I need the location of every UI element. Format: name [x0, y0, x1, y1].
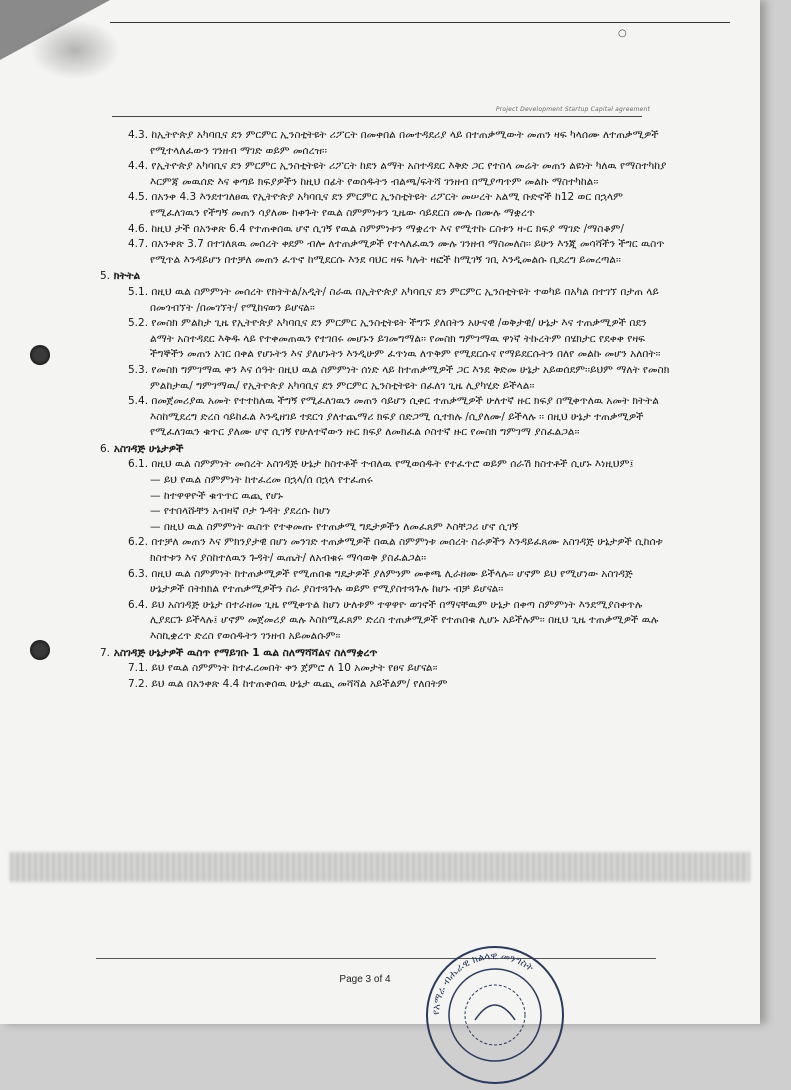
clause [100, 190, 670, 221]
clause-text: የመስክ ግምገማዉ ቀን እና ሰዓት በዚህ ዉል ስምምነት ሰነድ ላይ ከተጠቃሚዎች ጋር እንደ ቅድመ ሁኔታ አይወሰደም፡፡ይህም ማለት የመስክ ምልከታዉ/ ግምገማዉ/ የኢትዮጵያ አካባቢና ደን ምርምር ኢንስቲትዩት በፈለገ ጊዜ ሊያካሂድ ይችላል፡፡ [150, 363, 670, 392]
scan-blur-band [10, 852, 750, 882]
bullet-item [100, 473, 670, 489]
clause-text: በተቻለ መጠን እና ምክንያታዊ በሆነ መንገድ ተጠቃሚዎች በዉል ስምምነቱ መሰረት ስራዎችን እንዳይፈጸሙ አስገዳጅ ሁኔታዎች ሲከሰቱ ክስተቱን እና ያስከተለዉን ጉዳት/ ዉጤት/ ለአብቁሩ ማሳወቅ ያስፈልጋል፡፡ [150, 536, 663, 565]
clause-text: ይህ ዉል በአንቀጽ 4.4 ከተጠቀሰዉ ሁኔታ ዉጪ መሻሻል አይችልም/ የለበትም [151, 677, 448, 690]
clause [100, 159, 670, 190]
bullet-item [100, 520, 670, 536]
hole-mark-icon: ○ [618, 28, 627, 39]
top-rule [110, 22, 730, 23]
clause [100, 677, 670, 693]
clause-number: 4.3. [128, 129, 149, 141]
clause-number: 7.1. [128, 662, 149, 675]
clause-text: አስገዳጅ ሁኔታዎች [113, 442, 184, 455]
clause-number: — [150, 520, 161, 533]
clause-number: — [150, 505, 161, 518]
clause [100, 222, 670, 238]
official-seal-stamp [420, 940, 570, 1090]
clause-text: ከኢትዮጵያ አካባቢና ደን ምርምር ኢንስቲትዩት ሪፖርት በመቀበል በመተዳደሪያ ላይ በተጠቃሚውት መጠን ዛፍ ካላሰሙ ለተጠቃሚዎች የሚተላለፈውን ገንዘብ ማገድ ወይም መሰረዝ፡፡ [150, 129, 659, 157]
clause-text: ይህ አስገዳጅ ሁኔታ በተራዘመ ጊዜ የሚቀጥል ከሆነ ሁለቱም ተዋዋዮ ወገኖች በማናቸዉም ሁኔታ በቀጣ ስምምነት እንደሚያስቀጥሉ ሊያደርጉ ይችላሉ፤ ሆኖም መጀመሪያ ዉሉ እስከሚፈጸም ድረስ ተጠቃሚዎች የተጠበቁ ሊሆኑ አይችሉም፡፡ በዚህ ጊዜ ተጠቃሚዎች ዉሉ እስኪቋረጥ ድረስ የወሰዱትን ገንዘብ አይመልሱም፡፡ [150, 598, 659, 642]
clause [100, 535, 670, 566]
page-number: Page 3 of 4 [339, 974, 391, 985]
section-heading [100, 442, 670, 458]
running-head: Project Development Startup Capital agreement [495, 106, 650, 113]
clause-number: 7. [100, 646, 111, 659]
clause [100, 457, 670, 473]
section-heading [100, 646, 670, 662]
clause-number: 4.4. [128, 160, 149, 173]
clause-text: ክትትል [113, 270, 141, 283]
clause-number: 6.1. [128, 458, 149, 471]
clause-number: 6.3. [128, 567, 149, 580]
clause-text: ይህ የዉል ስምምነት ከተፈረመበት ቀን ጀምሮ ለ 10 አመታት የፀና ይሆናል፡፡ [151, 662, 438, 675]
clause-text: ከዚህ ታች በአንቀጽ 6.4 የተጠቀሰዉ ሆኖ ሲገኝ የዉል ስምምነቱን ማቋረጥ እና የሚተኩ ርስቱን ዛ-ር ክፍያ ማገድ /ማስቆም/ [151, 222, 624, 235]
header-rule [112, 116, 642, 117]
clause-number: — [150, 474, 161, 487]
clause [100, 285, 670, 316]
clause [100, 567, 670, 598]
clause-text: ይህ የዉል ስምምነት ከተፈረመ በኋላ/ሰ በኋላ የተፈጠሩ [163, 474, 373, 487]
clause-text: የመስክ ምልከታ ጊዜ የኢትዮጵያ አካባቢና ደን ምርምር ኢንስቲትዩት ችግኙ ያለበትን አሁናዊ /ወቅታዊ/ ሁኔታ እና ተጠቃሚዎች በደን ልማት አስተዳደር እቅዱ ላይ የተቀመጠዉን የተገበሩ መሆኑን ይገመግማል፡፡ የመስክ ግምገማዉ ዋነኛ ትኩረትም በሄክታር የደቀቀ የዛፍ ችግኞችን መጠን አገር በቀል የሆኑትን እና ያለሆኑትን እንዲሁም ፈጥነዉ ለጥቅም የሚደርሱና የማይደርሱትን በለየ መልኩ መሆን አለበት፡፡ [150, 317, 661, 361]
clause-text: የኢትዮጵያ አካባቢና ደን ምርምር ኢንስቲትዩት ሪፖርት ከደን ልማት አስተዳደር እቅድ ጋር የተስላ መሬት መጠን ልዩነት ካለዉ የማስተካከያ እርምጃ መዉሰድ እና ቀጣይ ክፍያዎችን ከዚህ በፊት የወሰዱትን ብልጫ/ፍትሻ ገንዘብ በሚያጣጥም መልኩ ማስተካከል፡፡ [150, 160, 667, 188]
clause-text: የተበላሹቸን አብዛኛ ቦታ ጉዳት ያደረሱ ከሆነ [163, 505, 331, 518]
section-heading [100, 269, 670, 285]
clause-number: 5.1. [128, 285, 149, 298]
clause [100, 598, 670, 645]
clause-number: 7.2. [128, 677, 149, 690]
clause-number: 5.3. [128, 363, 149, 376]
clause-number: 6. [100, 442, 111, 455]
clause-text: በአንቀ 4.3 እንደተገለፀዉ የኢትዮጵያ አካባቢና ደን ምርምር ኢንስቲትዩት ሪፖርት መሠረት አልሚ ቡድኖች ከ12 ወር በኋላም የሚፈለገዉን የችግኝ መጠን ሳያለሙ ከቀጉት የዉል ስምምነቱን ጊዜው ሳይደርስ ሙሉ በሙሉ ማቋረጥ [150, 191, 623, 219]
clause-number: 4.6. [128, 222, 149, 235]
clause-number: 6.4. [128, 598, 149, 611]
svg-text:የአማራ ብሔራዊ ክልላዊ መንግስት [431, 951, 535, 1015]
clause [100, 237, 670, 268]
clause-text: በዚህ ዉል ስምምነት ከተጠቃሚዎች የሚጠበቁ ግዴታዎች ያለምንም መቀጫ ሊራዘሙ ይችላሉ፡፡ ሆኖም ይህ የሚሆነው አስገዳጅ ሁኔታዎች በትክክል የተጠቃሚዎችን ስራ ያስተጓጉሉ ወይም የሚያስተጓጉሉ ከሆኑ ብቻ ይሆናል፡፡ [150, 567, 633, 596]
bullet-item [100, 504, 670, 520]
clause-text: ከተዋዋዮች ቁጥጥር ዉጪ የሆኑ [163, 489, 283, 502]
clause-number: 5. [100, 270, 111, 283]
scan-smudge [30, 20, 120, 80]
clause-text: በዚህ ዉል ስምምነት መሰረት አስገዳጅ ሁኔታ ከስተቶች ተብለዉ የሚወሰዱት የተፈጥሮ ወይም ሰራሽ ክስተቶች ሲሆኑ እነዚህም፤ [151, 458, 634, 471]
clause-text: በዚህ ዉል ስምምነት መሰረት የክትትል/አዲት/ ስራዉ በኢትዮጵያ አካባቢና ደን ምርምር ኢንስቲትዩት ተወካይ በአካል በተገኘ በታጠ ላይ በመጎብኘት /በመገኘት/ የሚከናወን ይሆናል፡፡ [150, 285, 659, 314]
clause-number: 4.7. [128, 238, 149, 251]
clause-number: 5.4. [128, 395, 149, 408]
bullet-item [100, 489, 670, 505]
punch-hole-icon [30, 345, 50, 365]
clause-text: አስገዳጅ ሁኔታዎች ዉስጥ የማይገቡ 1 ዉል ስለማሻሻልና ስለማቋረጥ [113, 646, 378, 659]
clause [100, 661, 670, 677]
clause [100, 316, 670, 363]
seal-ring-text: የአማራ ብሔራዊ ክልላዊ መንግስት [430, 950, 536, 1016]
footer-rule [96, 958, 656, 959]
document-body [100, 128, 670, 692]
clause-number: 5.2. [128, 317, 149, 330]
clause [100, 128, 670, 159]
punch-hole-icon [30, 640, 50, 660]
clause-number: 4.5. [128, 191, 149, 204]
clause-text: በአንቀጽ 3.7 በተገለጸዉ መሰረት ቀደም ብሎ ለተጠቃሚዎች የተላለፈዉን ሙሉ ገንዘብ ማስመለስ፡፡ ይሁን እንጂ መሳሻችን ችግር ዉስጥ የሚጥል እንዳይሆን በተቻለ መጠን ፈጥኖ ከሚደርሱ እንደ ባህር ዛፍ ካሉት ዛፎች ከሚገኝ ገቢ እንዲመልሱ ቢደረግ ይመረጣል፡፡ [150, 238, 665, 266]
clause-number: 6.2. [128, 536, 149, 549]
clause [100, 363, 670, 394]
clause-number: — [150, 489, 161, 502]
clause [100, 394, 670, 441]
clause-text: በመጀመሪያዉ አመት የተተከለዉ ችግኝ የሚፈለገዉን መጠን ሳይሆን ሲቀር ተጠቃሚዎች ሁለተኛ ዙር ክፍያ በሚቀጥለዉ አመት ክትትል እስከሚደረግ ድረስ ሳይከፈል እንዲዘገይ ተደርጎ ያለተጨማሪ ክፍያ በድጋሚ ሲተክሉ /ሲያለሙ/ ይችላሉ ፡፡ በዚህ ሁኔታ ተጠቃሚዎች የሚፈለገዉን ቁጥር ያለሙ ሆኖ ሲገኝ የሁለተኛውን ዙር ክፍያ ለመክፈል ሶስተኛ ዙር የመስክ ግምገማ ያስፈልጋል፡፡ [150, 395, 659, 439]
clause-text: በዚህ ዉል ስምምነት ዉስጥ የተቀመጡ የተጠቃሚ ግዴታዎችን ለመፈጸም እስቸጋሪ ሆኖ ሲገኝ [163, 520, 519, 533]
